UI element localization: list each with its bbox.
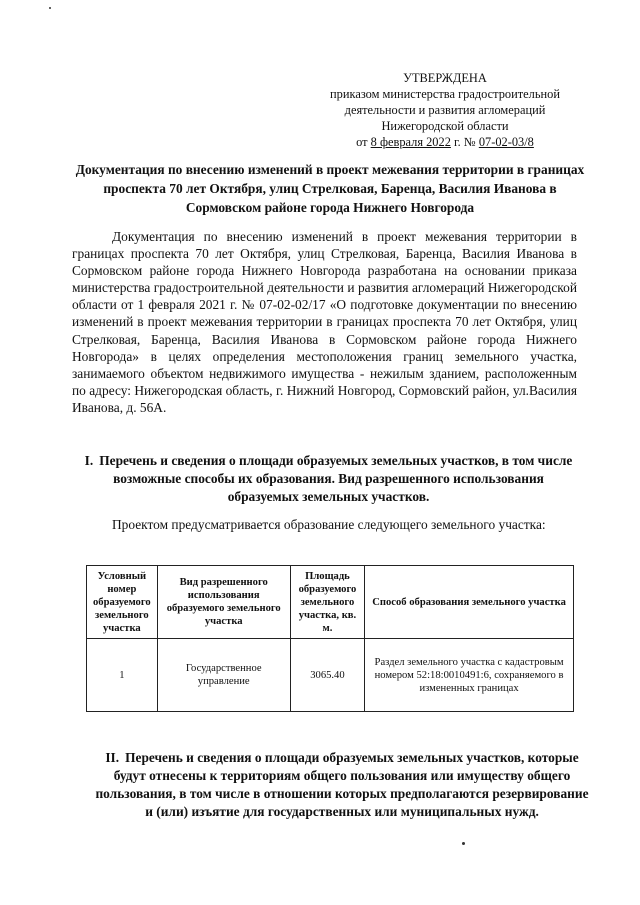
date-prefix: от: [356, 135, 371, 149]
approval-block: [300, 70, 590, 150]
cell-plot-number: 1: [87, 639, 158, 712]
section-2-number: II.: [105, 750, 120, 765]
approval-line: деятельности и развития агломераций: [344, 103, 546, 117]
header-plot-number: Условный номер образуемого земельного участка: [87, 566, 158, 639]
scan-speck: [49, 7, 51, 9]
cell-area: 3065.40: [290, 639, 364, 712]
header-area: Площадь образуемого земельного участка, кв. м.: [290, 566, 364, 639]
cell-permitted-use: Государственное управление: [157, 639, 290, 712]
section-2-heading: [92, 749, 592, 821]
approval-date: 8 февраля 2022: [370, 135, 451, 149]
section-1-text: Перечень и сведения о площади образуемых земельных участков, в том числе возможные способы их образования. Вид разрешенного использования образуемых земельных участков.: [99, 453, 573, 504]
plots-table: [86, 565, 574, 712]
table-row: [87, 639, 574, 712]
header-formation-method: Способ образования земельного участка: [365, 566, 574, 639]
document-title: Документация по внесению изменений в проект межевания территории в границах проспекта 70 лет Октября, улиц Стрелковая, Баренца, Василия Иванова в Сормовском районе города Нижнего Новгорода: [75, 162, 585, 215]
project-paragraph: Проектом предусматривается образование следующего земельного участка:: [112, 517, 546, 532]
section-1-heading: [76, 452, 581, 506]
date-mid: г. №: [450, 135, 479, 149]
header-permitted-use: Вид разрешенного использования образуемого земельного участка: [157, 566, 290, 639]
section-2-text: Перечень и сведения о площади образуемых земельных участков, которые будут отнесены к территориям общего пользования или имуществу общего пользования, в том числе в отношении которых предполагаются резервирование и (или) изъятие для государственных или муниципальных нужд.: [95, 750, 589, 819]
approval-line: Нижегородской области: [381, 119, 509, 133]
approval-date-line: [300, 134, 590, 150]
intro-paragraph: Документация по внесению изменений в проект межевания территории в границах проспекта 70 лет Октября, улиц Стрелковая, Баренца, Василия Иванова в Сормовском районе города Нижнего Новгорода разработана на основании приказа министерства градостроительной деятельности и развития агломераций Нижегородской области от 1 февраля 2021 г. № 07-02-02/17 «О подготовке документации по внесению изменений в проект межевания территории в границах проспекта 70 лет Октября, улиц Стрелковая, Баренца, Василия Иванова в Сормовском районе города Нижнего Новгорода» в целях определения местоположения границ земельного участка, занимаемого объектом недвижимого имущества - нежилым зданием, расположенным по адресу: Нижегородская область, г. Нижний Новгород, Сормовский район, ул.Василия Иванова, д. 56А.: [72, 229, 577, 415]
cell-formation-method: Раздел земельного участка с кадастровым номером 52:18:0010491:6, сохраняемого в измененных границах: [365, 639, 574, 712]
scan-speck: [462, 842, 465, 845]
approval-line: приказом министерства градостроительной: [330, 87, 560, 101]
approval-stamp: УТВЕРЖДЕНА: [403, 71, 487, 85]
approval-number: 07-02-03/8: [478, 135, 534, 149]
table-header-row: [87, 566, 574, 639]
section-1-number: I.: [84, 453, 94, 468]
